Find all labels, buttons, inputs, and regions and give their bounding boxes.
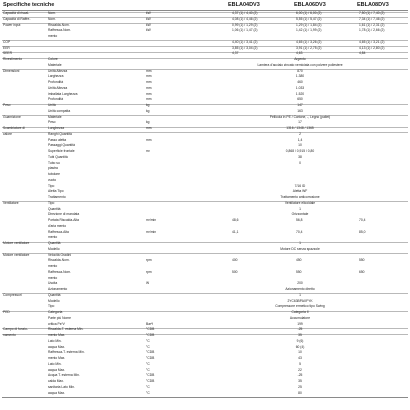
- row-sub-label: Riscalda-Nom.: [48, 22, 70, 27]
- row-unit: °CDB: [146, 327, 155, 332]
- row-value-all: Motore DC senza spazzole: [280, 246, 320, 251]
- row-value-all: 35: [298, 333, 302, 337]
- model-header-1: EBLA04DV3: [228, 2, 260, 8]
- row-value-all: 2YC63BPAXFYK: [287, 298, 313, 303]
- row-value-all: Orizzontale: [291, 212, 309, 217]
- row-value-3: 4,65 (1) / 3,21 (2): [359, 39, 385, 44]
- row-unit: °C: [146, 367, 150, 372]
- row-value-all: 1316 / 1348 / 1365: [286, 126, 314, 130]
- row-value-2: 6,00 (1) / 6,00 (2): [296, 11, 322, 15]
- row-value-3: 650: [359, 269, 365, 274]
- row-sub-label: Tubo su: [48, 160, 60, 165]
- row-value-all: 10: [298, 350, 302, 355]
- row-sub-label: acqua Max.: [48, 344, 66, 349]
- row-sub-label: acqua Max.: [48, 390, 66, 395]
- row-group-label: Dimensioni: [3, 68, 20, 73]
- row-group-label: Peso: [3, 103, 11, 107]
- row-sub-label: Lunghezza: [48, 126, 65, 130]
- row-value-all: 870: [297, 68, 303, 73]
- row-value-all: 200: [297, 281, 303, 286]
- row-sub-label: imballata Larghezza: [48, 91, 78, 96]
- row-value-3: 85,0: [359, 229, 366, 234]
- row-unit: °C: [146, 338, 150, 343]
- row-value-all: Ventilatore elicoidale: [284, 200, 316, 205]
- row-sub-label: Unità: [48, 103, 56, 107]
- row-value-1: 4,37 (1) / 4,40 (2): [232, 11, 258, 15]
- row-divider: [2, 104, 408, 105]
- table-bottom-border: [2, 397, 408, 398]
- row-unit: mm: [146, 126, 152, 130]
- row-value-all: 2: [299, 131, 301, 136]
- row-value-2: 450: [296, 258, 302, 263]
- row-group-label: calore: [3, 131, 12, 136]
- row-sub-label: Modello: [48, 246, 60, 251]
- row-group-label: Capacità di Raffre-: [3, 16, 31, 21]
- row-value-all: 7/16 ID: [294, 183, 306, 188]
- row-value-3: 7,34 (1) / 7,46 (2): [359, 16, 385, 21]
- row-value-all: 199: [297, 321, 303, 326]
- row-sub-label: mento: [48, 34, 58, 38]
- row-sub-label: Aletta Tipo: [48, 189, 64, 194]
- row-sub-label: Nom.: [48, 11, 56, 15]
- row-value-1: 4,08 (1) / 4,46 (2): [232, 16, 258, 21]
- row-value-all: 147: [297, 103, 303, 107]
- row-sub-label: vuoto: [48, 177, 57, 182]
- row-sub-label: Lato Min.: [48, 338, 62, 343]
- row-sub-label: Tipo: [48, 183, 55, 188]
- row-unit: °C: [146, 390, 150, 395]
- row-sub-label: Superficie frontale: [48, 149, 75, 153]
- row-sub-label: Azionamento: [48, 287, 68, 291]
- row-value-all: 38: [298, 154, 302, 159]
- row-value-1: 500: [232, 269, 238, 274]
- row-unit: mm: [146, 137, 152, 142]
- row-sub-label: Acqua T. esterna Min.: [48, 373, 80, 378]
- row-value-3: 4,13 (1) / 2,80 (2): [359, 45, 385, 50]
- row-value-all: Argento: [294, 57, 306, 61]
- row-unit: mm: [146, 80, 152, 84]
- row-sub-label: Unità Altezza: [48, 85, 68, 90]
- row-sub-label: calda Max.: [48, 379, 64, 383]
- row-sub-label: Velocità Gradini: [48, 252, 72, 257]
- row-unit: kW: [146, 28, 151, 33]
- row-value-2: 1,42 (1) / 1,99 (2): [296, 28, 322, 33]
- row-value-all: 163: [297, 108, 303, 113]
- row-divider: [2, 242, 408, 243]
- row-value-all: 43: [298, 356, 302, 360]
- row-value-all: 0,868 / 0,915 / 0,80: [285, 149, 315, 153]
- row-group-label: Motore ventilatore: [3, 241, 30, 245]
- row-sub-label: mento: [48, 264, 58, 268]
- row-value-1: 1,06 (1) / 1,47 (2): [232, 28, 258, 33]
- row-sub-label: mento: [48, 275, 58, 280]
- row-value-3: 1,78 (1) / 2,66 (2): [359, 28, 385, 33]
- row-unit: °C: [146, 384, 150, 389]
- row-sub-label: piastra: [48, 166, 58, 171]
- row-divider: [2, 46, 408, 47]
- row-unit: W: [146, 281, 150, 286]
- row-value-3: 7,50 (1) / 7,40 (2): [359, 11, 385, 15]
- row-unit: kg: [146, 120, 150, 125]
- row-unit: °C: [146, 361, 150, 366]
- row-sub-label: Uscita: [48, 281, 58, 286]
- row-value-all: Compressore ermetico tipo Swing: [275, 304, 325, 309]
- row-group-label: Power input: [3, 22, 21, 27]
- row-unit: kg: [146, 103, 150, 107]
- row-group-label: PED: [3, 310, 10, 314]
- row-sub-label: Unità compatta: [48, 108, 71, 113]
- row-divider: [2, 201, 408, 202]
- row-value-3: 4,84: [359, 51, 366, 56]
- row-value-all: 1.033: [295, 85, 305, 90]
- row-value-all: 0: [299, 160, 301, 165]
- row-value-1: 41,1: [232, 229, 239, 234]
- row-sub-label: mento Max.: [48, 356, 66, 360]
- row-sub-label: Profondità: [48, 80, 64, 84]
- row-value-3: 1,61 (1) / 2,31 (2): [359, 22, 385, 27]
- row-value-all: 5: [299, 361, 301, 366]
- row-sub-label: Raffresca-T. esterna Min.: [48, 350, 85, 355]
- row-value-all: 460: [297, 80, 303, 84]
- row-group-label: Rivestimento: [3, 57, 23, 61]
- row-value-all: 17: [298, 120, 302, 125]
- row-value-all: -25: [297, 373, 303, 378]
- row-sub-label: Ranghi Quantità: [48, 131, 72, 136]
- row-sub-label: mento Max.: [48, 333, 66, 337]
- row-sub-label: Peso: [48, 120, 56, 125]
- row-unit: rpm: [146, 269, 152, 274]
- row-unit: rpm: [146, 258, 152, 263]
- row-value-all: 80: [298, 390, 302, 395]
- row-group-label: Compressori: [3, 292, 22, 297]
- row-value-all: 650: [297, 97, 303, 102]
- row-unit: kW: [146, 22, 151, 27]
- row-value-all: 25: [298, 384, 302, 389]
- row-value-all: Accumulatore: [289, 315, 311, 320]
- row-sub-label: Materiale: [48, 114, 62, 119]
- row-sub-label: Categoria: [48, 310, 63, 314]
- row-sub-label: Modello: [48, 298, 60, 303]
- row-divider: [2, 40, 408, 41]
- row-sub-label: mento: [48, 235, 58, 240]
- row-group-label: SEER: [3, 51, 12, 56]
- row-sub-label: Quantità: [48, 241, 61, 245]
- row-group-label: COP: [3, 39, 11, 44]
- row-value-all: 35: [298, 379, 302, 383]
- row-unit: °CDB: [146, 373, 155, 378]
- row-value-all: 1: [299, 241, 301, 245]
- row-value-1: 400: [232, 258, 238, 263]
- row-value-all: Lamiera d'acciaio zincato verniciata con polvere poliestere: [257, 62, 343, 67]
- row-sub-label: Colore: [48, 57, 58, 61]
- row-sub-label: d'aria mento: [48, 223, 67, 228]
- row-sub-label: Lato Min.: [48, 361, 62, 366]
- row-divider: [2, 17, 408, 18]
- row-unit: °CDB: [146, 379, 155, 383]
- row-sub-label: Profondità: [48, 97, 64, 102]
- row-value-all: 1.380: [295, 74, 305, 79]
- row-value-all: -25: [297, 327, 303, 332]
- row-value-1: 0,99 (1) / 1,29 (2): [232, 22, 258, 27]
- row-unit: mm: [146, 74, 152, 79]
- row-sub-label: Trattamento: [48, 195, 66, 199]
- row-unit: m³/min: [146, 218, 157, 222]
- row-divider: [2, 52, 408, 53]
- row-sub-label: Nom.: [48, 16, 56, 21]
- row-value-1: 4,37: [232, 51, 239, 56]
- row-sub-label: critica Ps*V: [48, 321, 65, 326]
- row-unit: kW: [146, 11, 151, 15]
- row-unit: mm: [146, 85, 152, 90]
- row-value-all: Aletta WF: [292, 189, 308, 194]
- row-sub-label: Raffresca-Nom.: [48, 269, 72, 274]
- row-sub-label: Quantità: [48, 206, 61, 211]
- row-divider: [2, 12, 408, 13]
- row-sub-label: Passaggi Quantità: [48, 143, 75, 148]
- row-sub-label: Raffresca-Nom.: [48, 28, 72, 33]
- row-value-all: Trattamento anticorrosione: [280, 195, 320, 199]
- row-sub-label: Quantità: [48, 292, 61, 297]
- row-sub-label: sanitaria Lato Min.: [48, 384, 75, 389]
- model-header-3: EBLA08DV3: [357, 2, 389, 8]
- row-sub-label: Passo aletta: [48, 137, 67, 142]
- row-value-all: 1: [299, 292, 301, 297]
- row-value-all: 1: [299, 206, 301, 211]
- row-sub-label: Unità Altezza: [48, 68, 68, 73]
- row-sub-label: Tipo: [48, 304, 55, 309]
- row-unit: kg: [146, 108, 150, 113]
- row-unit: °CDB: [146, 333, 155, 337]
- row-group-label: Guarnizione: [3, 114, 21, 119]
- row-group-label: namento: [3, 333, 16, 337]
- row-unit: m³/min: [146, 229, 157, 234]
- row-value-2: 56,8: [296, 218, 303, 222]
- row-value-1: 3,85 (1) / 3,04 (2): [232, 45, 258, 50]
- page-title: Specifiche tecniche: [3, 2, 55, 8]
- row-value-1: 48,6: [232, 218, 239, 222]
- row-value-3: 550: [359, 258, 365, 263]
- row-group-label: EER: [3, 45, 10, 50]
- row-unit: mm: [146, 68, 152, 73]
- row-value-all: 9 (6): [296, 338, 304, 343]
- row-value-2: 4,65 (1) / 3,26 (2): [296, 39, 322, 44]
- row-sub-label: Raffresca-Alta: [48, 229, 69, 234]
- row-divider: [2, 115, 408, 116]
- row-sub-label: tubolare: [48, 172, 60, 176]
- row-sub-label: Tubi Quantità: [48, 154, 68, 159]
- row-value-all: Pellicola in PE / Cartone, -, Legno (pallet): [269, 114, 331, 119]
- row-unit: mm: [146, 91, 152, 96]
- row-value-all: 1.520: [295, 91, 305, 96]
- row-value-all: 60 (4): [295, 344, 305, 349]
- row-divider: [2, 293, 408, 294]
- row-sub-label: Materiale: [48, 62, 62, 67]
- row-value-2: 3,91 (1) / 2,75 (2): [296, 45, 322, 50]
- row-group-label: Scambiatore di: [3, 126, 25, 130]
- row-sub-label: Portata Riscalda-Alta: [48, 218, 79, 222]
- row-group-label: Capacità di riscal-: [3, 11, 30, 15]
- model-header-2: EBLA06DV3: [294, 2, 326, 8]
- row-value-2: 5,55 (1) / 5,47 (2): [296, 16, 322, 21]
- row-divider: [2, 311, 408, 312]
- row-unit: Bar*l: [146, 321, 154, 326]
- row-value-2: 4,63: [296, 51, 303, 56]
- row-value-2: 1,29 (1) / 1,84 (2): [296, 22, 322, 27]
- row-value-all: 1,4: [297, 137, 303, 142]
- row-value-3: 70,4: [359, 218, 366, 222]
- row-unit: mm: [146, 97, 152, 102]
- row-unit: °CDB: [146, 356, 155, 360]
- row-group-label: Campo di funzio-: [3, 327, 28, 332]
- row-sub-label: Direzione di mandata: [48, 212, 80, 217]
- row-unit: m²: [146, 149, 150, 153]
- row-sub-label: Riscalda-T. esterna Min.: [48, 327, 84, 332]
- row-sub-label: Tipo: [48, 200, 55, 205]
- row-value-all: 22: [298, 367, 302, 372]
- row-unit: kW: [146, 16, 151, 21]
- row-divider: [2, 58, 408, 59]
- row-sub-label: acqua Max.: [48, 367, 66, 372]
- row-value-1: 4,40 (1) / 3,41 (2): [232, 39, 258, 44]
- row-value-2: 550: [296, 269, 302, 274]
- row-value-2: 70,4: [296, 229, 303, 234]
- row-sub-label: Riscalda-Nom.: [48, 258, 70, 263]
- row-unit: °CDB: [146, 350, 155, 355]
- row-group-label: Motore ventilatore: [3, 252, 30, 257]
- row-sub-label: Parte più Nome: [48, 315, 71, 320]
- row-value-all: Azionamento diretto: [285, 287, 315, 291]
- row-unit: °C: [146, 344, 150, 349]
- row-sub-label: Larghezza: [48, 74, 64, 79]
- row-group-label: Ventilatore: [3, 200, 19, 205]
- row-value-all: Categoria II: [291, 310, 309, 314]
- row-value-all: 10: [298, 143, 302, 148]
